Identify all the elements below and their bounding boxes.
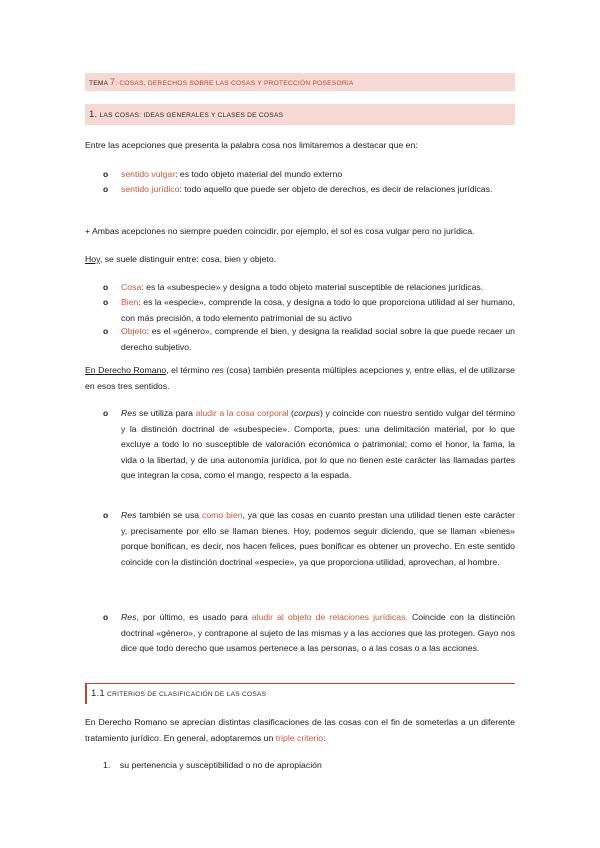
- numbered-list-item: 1. su pertenencia y susceptibilidad o no de apropiación: [103, 760, 322, 770]
- list-item: Res también se usa como bien, ya que las cosas en cuanto prestan una utilidad tienen este carácter y, precisamente por ello se llaman bienes. Hoy, podemos seguir diciendo, que se llaman «bienes» porque bonifican, es decir, nos hacen felices, pues bonificar es obtener un provecho. En este sentido coincide con la distinción doctrinal «especie», ya que proporciona utilidad, aprovechan, al hombre.: [121, 510, 515, 567]
- list-item: Bien: es la «especie», comprende la cosa, y designa a todo lo que proporciona utilidad al ser humano, con más precisión, a todo elemento patrimonial de su activo: [121, 297, 515, 323]
- note-paragraph: + Ambas acepciones no siempre pueden coincidir, por ejemplo, el sol es cosa vulgar pero no jurídica.: [85, 226, 475, 236]
- list-item: Cosa: es la «subespecie» y designa a todo objeto material susceptible de relaciones jurídicas.: [121, 282, 484, 292]
- bullet-marker: o: [103, 282, 109, 292]
- bullet-marker: o: [103, 408, 109, 418]
- derecho-romano-paragraph: En Derecho Romano, el término res (cosa) también presenta múltiples acepciones y, entre ellas, el de utilizarse en esos tres sentidos.: [85, 365, 515, 391]
- section-heading-1: 1. LAS COSAS: IDEAS GENERALES Y CLASES DE COSAS: [85, 104, 515, 125]
- bullet-marker: o: [103, 612, 109, 622]
- bullet-marker: o: [103, 169, 109, 179]
- bullet-marker: o: [103, 184, 109, 194]
- clasificacion-paragraph: En Derecho Romano se aprecian distintas clasificaciones de las cosas con el fin de someterlas a un diferente tratamiento jurídico. En general, adoptaremos un triple criterio:: [85, 717, 515, 743]
- hoy-paragraph: Hoy, se suele distinguir entre: cosa, bien y objeto.: [85, 254, 277, 264]
- topic-title: COSAS, DERECHOS SOBRE LAS COSAS Y PROTECCIÓN POSESORIA: [119, 80, 354, 87]
- bullet-marker: o: [103, 297, 109, 307]
- list-item: Res, por último, es usado para aludir al objeto de relaciones jurídicas. Coincide con la distinción doctrinal «género», y contrapone al sujeto de las mismas y a las acciones que las protegen. Gayo nos dice que todo derecho que usamos pertenece a las personas, o a las cosas o a las acciones.: [121, 612, 515, 653]
- bullet-marker: o: [103, 326, 109, 336]
- topic-header: TEMA 7: COSAS, DERECHOS SOBRE LAS COSAS Y PROTECCIÓN POSESORIA: [85, 73, 515, 91]
- list-item: Res se utiliza para aludir a la cosa corporal (corpus) y coincide con nuestro sentido vulgar del término y la distinción doctrinal de «subespecie». Comporta, pues: una delimitación material, por lo que excluye a todo lo no susceptible de valoración económica o patrimonial; como el honor, la fama, la vida o la libertad, y de una autonomía jurídica, por lo que no tienen este carácter las llamadas partes que integran la cosa, como el mango, respecto a la espada.: [121, 408, 516, 480]
- list-item: Objeto: es el «género», comprende el bien, y designa la realidad social sobre la que puede recaer un derecho subjetivo.: [121, 326, 515, 352]
- section-heading-1-1: 1.1 CRITERIOS DE CLASIFICACIÓN DE LAS COSAS: [85, 683, 515, 704]
- list-item: sentido vulgar: es todo objeto material del mundo externo: [121, 169, 343, 179]
- intro-paragraph: Entre las acepciones que presenta la palabra cosa nos limitaremos a destacar que en:: [85, 140, 418, 150]
- list-item: sentido jurídico: todo aquello que puede ser objeto de derechos, es decir de relaciones jurídicas.: [121, 184, 493, 194]
- bullet-marker: o: [103, 510, 109, 520]
